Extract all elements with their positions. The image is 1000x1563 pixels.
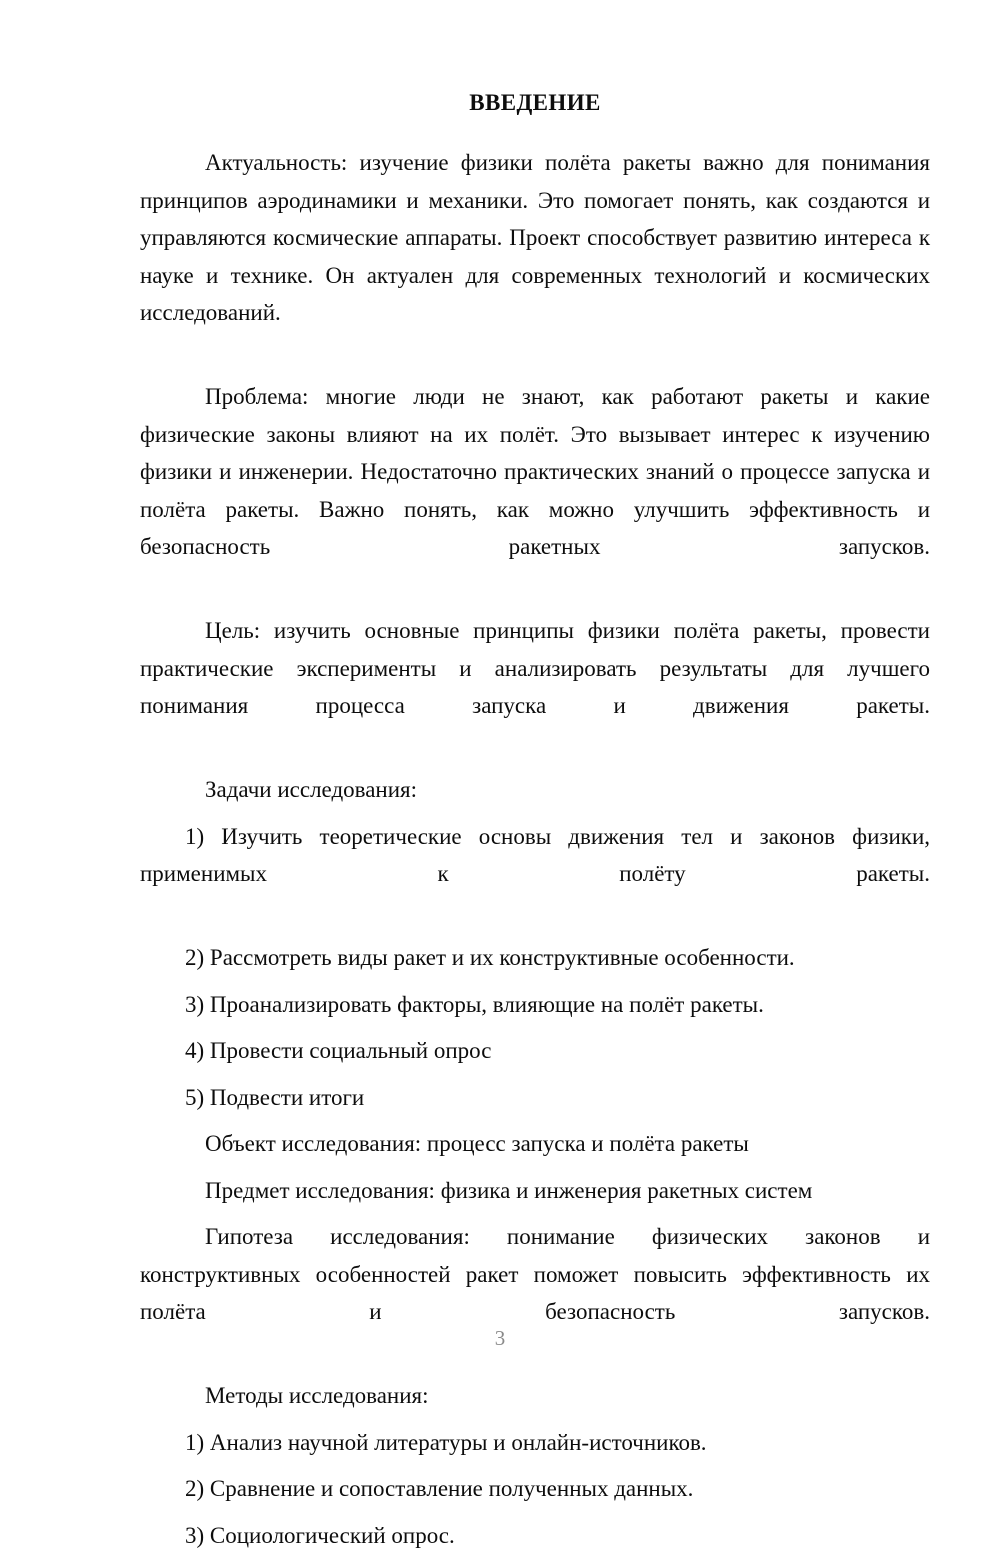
object-of-research: Объект исследования: процесс запуска и полёта ракеты [205,1131,749,1156]
task-item-5: 5) Подвести итоги [185,1084,365,1110]
paragraph-problem: Проблема: многие люди не знают, как работают ракеты и какие физические законы влияют на их полёт. Это вызывает интерес к изучению физики и инженерии. Недостаточно практических знаний о процессе запуска и полёта ракеты. Важно понять, как можно улучшить эффективность и безопасность ракетных запусков. [140,384,930,559]
subject-of-research: Предмет исследования: физика и инженерия ракетных систем [205,1177,813,1203]
page-number: 3 [494,1326,506,1350]
page-title: ВВЕДЕНИЕ [469,90,601,115]
paragraph-hypothesis: Гипотеза исследования: понимание физических законов и конструктивных особенностей ракет поможет повысить эффективность их полёта и безопасность запусков. [140,1224,930,1324]
tasks-heading: Задачи исследования: [205,777,418,802]
paragraph-relevance: Актуальность: изучение физики полёта ракеты важно для понимания принципов аэродинамики и механики. Это помогает понять, как создаются и управляются космические аппараты. Проект способствует развитию интереса к науке и технике. Он актуален для современных технологий и космических исследований. [140,150,930,325]
task-item-3: 3) Проанализировать факторы, влияющие на полёт ракеты. [185,991,764,1017]
method-item-2: 2) Сравнение и сопоставление полученных данных. [185,1476,694,1501]
task-item-1: 1) Изучить теоретические основы движения тел и законов физики, применимых к полёту ракеты. [140,823,930,886]
methods-heading: Методы исследования: [205,1383,429,1408]
task-item-2: 2) Рассмотреть виды ракет и их конструктивные особенности. [185,945,795,970]
method-item-3: 3) Социологический опрос. [185,1522,455,1548]
method-item-1: 1) Анализ научной литературы и онлайн-источников. [185,1429,707,1455]
paragraph-goal: Цель: изучить основные принципы физики полёта ракеты, провести практические эксперименты и анализировать результаты для лучшего понимания процесса запуска и движения ракеты. [140,618,930,718]
task-item-4: 4) Провести социальный опрос [185,1038,492,1063]
